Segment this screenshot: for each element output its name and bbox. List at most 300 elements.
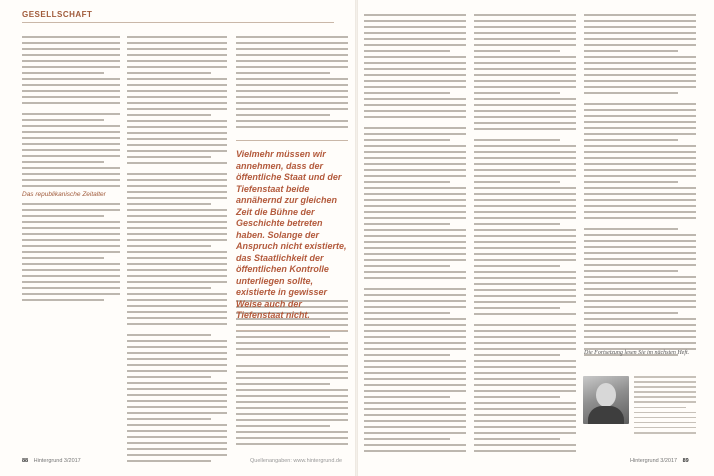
text-line [584, 14, 696, 16]
text-line [127, 257, 227, 259]
text-line [236, 36, 348, 38]
text-line [364, 50, 450, 52]
text-line [236, 126, 348, 128]
subheading: Das republikanische Zeitalter [22, 191, 106, 198]
text-line [127, 358, 227, 360]
text-line [127, 305, 227, 307]
text-line [474, 241, 576, 243]
text-line [127, 412, 227, 414]
text-line [364, 318, 466, 320]
text-line [127, 442, 227, 444]
text-line [584, 270, 678, 272]
text-line [127, 269, 227, 271]
issue-label-left: Hintergrund 3/2017 [33, 458, 81, 464]
text-column-6 [584, 14, 696, 360]
text-line [22, 215, 104, 217]
text-line [127, 430, 227, 432]
text-line [474, 283, 576, 285]
text-line [364, 312, 450, 314]
text-line [236, 102, 348, 104]
text-line [236, 60, 348, 62]
text-line [474, 259, 576, 261]
text-line [364, 139, 450, 141]
text-line [127, 388, 227, 390]
text-line [127, 340, 227, 342]
text-line [22, 179, 120, 181]
text-line [22, 155, 120, 157]
text-line [364, 217, 466, 219]
text-line [584, 312, 678, 314]
text-line [364, 288, 466, 290]
text-line [127, 311, 227, 313]
text-line [474, 163, 576, 165]
text-line [127, 144, 227, 146]
text-line [584, 80, 696, 82]
text-line [474, 26, 576, 28]
text-line [22, 233, 120, 235]
text-line [364, 378, 466, 380]
text-line [584, 145, 696, 147]
text-line [364, 372, 466, 374]
text-line [127, 454, 227, 456]
text-line [364, 247, 466, 249]
text-line [474, 223, 560, 225]
text-line [584, 252, 696, 254]
text-line [474, 32, 576, 34]
text-line [474, 145, 576, 147]
text-line [127, 162, 227, 164]
text-line [474, 56, 576, 58]
text-line [474, 390, 576, 392]
text-line [474, 354, 560, 356]
text-line [474, 175, 576, 177]
text-line [474, 360, 576, 362]
text-line [364, 20, 466, 22]
text-line [22, 143, 120, 145]
text-line [127, 233, 227, 235]
text-line [584, 38, 696, 40]
text-line [127, 287, 211, 289]
text-line [364, 127, 466, 129]
text-line [474, 205, 576, 207]
text-line [127, 203, 211, 205]
text-line [22, 245, 120, 247]
text-line [236, 371, 348, 373]
text-line [474, 372, 576, 374]
text-line [364, 235, 466, 237]
text-line [127, 60, 227, 62]
text-line [474, 128, 576, 130]
text-line [474, 229, 576, 231]
section-rule [22, 22, 334, 23]
text-line [584, 109, 696, 111]
text-line [584, 169, 696, 171]
text-line [474, 336, 576, 338]
text-line [364, 86, 466, 88]
text-line [236, 354, 348, 356]
text-line [584, 103, 696, 105]
text-line [236, 407, 348, 409]
text-line [634, 432, 696, 434]
text-line [474, 217, 576, 219]
text-line [127, 78, 227, 80]
text-line [127, 179, 227, 181]
text-line [474, 277, 576, 279]
text-line [364, 74, 466, 76]
text-line [127, 418, 211, 420]
text-line [22, 66, 120, 68]
text-line [364, 324, 466, 326]
text-line [22, 185, 120, 187]
text-line [584, 151, 696, 153]
text-line [474, 116, 576, 118]
text-line [127, 221, 227, 223]
text-line [22, 173, 120, 175]
text-line [474, 104, 576, 106]
text-line [127, 48, 227, 50]
pull-quote: Vielmehr müssen wir annehmen, dass der öffentliche Staat und der Tiefenstaat beide annähernd zur gleichen Zeit die Bühne der Geschichte betreten haben. Solange der Anspruch nicht existierte, das Staatlichkeit der öffentlichen Kontrolle unterliegen sollte, existierte in gewisser Weise auch der Tiefenstaat nicht. [236, 140, 348, 331]
text-line [236, 437, 348, 439]
text-line [127, 239, 227, 241]
text-line [474, 80, 576, 82]
text-line [584, 121, 696, 123]
text-line [474, 301, 576, 303]
text-line [127, 108, 227, 110]
text-line [236, 42, 348, 44]
text-line [364, 420, 466, 422]
text-line [584, 193, 696, 195]
text-line [127, 185, 227, 187]
text-line [474, 98, 576, 100]
text-line [236, 336, 330, 338]
text-line [364, 438, 450, 440]
text-line [127, 245, 211, 247]
text-line [584, 336, 696, 338]
text-line [22, 287, 120, 289]
text-line [236, 48, 348, 50]
text-line [584, 181, 678, 183]
text-line [127, 352, 227, 354]
text-line [474, 307, 560, 309]
text-line [634, 417, 696, 419]
text-line [584, 342, 696, 344]
text-line [127, 54, 227, 56]
footer-source-line: Quellenangaben: www.hintergrund.de [250, 458, 343, 464]
text-line [474, 378, 576, 380]
text-line [474, 92, 560, 94]
text-line [127, 436, 227, 438]
text-line [22, 257, 104, 259]
text-line [364, 80, 466, 82]
text-line [22, 84, 120, 86]
text-line [634, 381, 696, 383]
text-line [364, 294, 466, 296]
text-line [236, 72, 330, 74]
text-line [364, 360, 466, 362]
text-line [127, 42, 227, 44]
text-line [127, 364, 227, 366]
text-line [127, 275, 227, 277]
text-line [127, 299, 227, 301]
text-line [364, 342, 466, 344]
text-line [127, 126, 227, 128]
text-line [364, 169, 466, 171]
text-line [584, 300, 696, 302]
text-line [474, 247, 576, 249]
text-line [236, 342, 348, 344]
text-line [364, 253, 466, 255]
text-line [22, 293, 120, 295]
text-line [474, 313, 576, 315]
text-line [364, 92, 450, 94]
text-line [584, 44, 696, 46]
text-line [584, 294, 696, 296]
text-line [364, 300, 466, 302]
text-line [584, 139, 678, 141]
text-line [364, 26, 466, 28]
text-line [364, 32, 466, 34]
text-line [364, 330, 466, 332]
text-line [22, 203, 120, 205]
text-line [474, 235, 576, 237]
text-column-2 [127, 36, 227, 466]
text-line [127, 323, 227, 325]
text-line [127, 460, 211, 462]
text-line [584, 86, 696, 88]
text-line [474, 384, 576, 386]
text-line [22, 251, 120, 253]
text-line [236, 395, 348, 397]
text-line [364, 181, 450, 183]
text-line [22, 102, 120, 104]
text-line [364, 241, 466, 243]
text-line [127, 376, 211, 378]
text-line [474, 253, 576, 255]
text-line [127, 90, 227, 92]
text-line [584, 26, 696, 28]
text-line [584, 133, 696, 135]
text-line [236, 443, 348, 445]
text-line [127, 227, 227, 229]
text-line [22, 299, 104, 301]
text-line [584, 163, 696, 165]
text-line [584, 127, 696, 129]
text-line [22, 131, 120, 133]
page-gutter [355, 0, 358, 476]
text-line [364, 408, 466, 410]
author-portrait-photo [583, 376, 629, 424]
text-line [127, 382, 227, 384]
text-line [236, 90, 348, 92]
text-line [364, 205, 466, 207]
text-line [474, 169, 576, 171]
text-line [584, 56, 696, 58]
text-line [474, 20, 576, 22]
text-line [236, 413, 348, 415]
text-line [584, 175, 696, 177]
portrait-head [596, 383, 616, 407]
text-line [474, 342, 576, 344]
text-line [364, 390, 466, 392]
text-line [474, 139, 560, 141]
text-line [127, 215, 227, 217]
text-line [364, 38, 466, 40]
text-line [474, 211, 576, 213]
text-line [364, 62, 466, 64]
text-line [236, 84, 348, 86]
text-line [474, 348, 576, 350]
text-line [474, 157, 576, 159]
text-line [364, 450, 466, 452]
text-line [584, 115, 696, 117]
text-line [127, 102, 227, 104]
text-line [474, 62, 576, 64]
text-line [236, 431, 348, 433]
text-line [584, 32, 696, 34]
text-line [127, 96, 227, 98]
text-line [364, 306, 466, 308]
text-line [127, 197, 227, 199]
text-line [474, 324, 576, 326]
text-line [22, 227, 120, 229]
text-line [584, 217, 696, 219]
text-line [474, 151, 576, 153]
text-line [364, 116, 466, 118]
text-line [127, 448, 227, 450]
text-line [634, 407, 686, 409]
text-column-3 [236, 36, 348, 136]
text-line [364, 44, 466, 46]
text-line [364, 396, 450, 398]
author-bio [634, 376, 696, 437]
text-line [584, 234, 696, 236]
text-line [22, 60, 120, 62]
text-line [127, 72, 211, 74]
text-line [364, 211, 466, 213]
text-line [22, 42, 120, 44]
text-line [364, 259, 466, 261]
text-line [22, 54, 120, 56]
text-line [127, 263, 227, 265]
text-line [127, 120, 227, 122]
text-line [364, 193, 466, 195]
text-line [22, 239, 120, 241]
text-line [364, 151, 466, 153]
text-line [236, 120, 348, 122]
text-line [584, 92, 678, 94]
text-line [236, 96, 348, 98]
text-column-5 [474, 14, 576, 456]
text-line [634, 376, 696, 378]
text-line [474, 271, 576, 273]
text-line [236, 377, 348, 379]
text-line [127, 394, 227, 396]
text-line [236, 383, 330, 385]
text-line [22, 167, 120, 169]
text-line [127, 251, 227, 253]
text-line [236, 389, 348, 391]
text-line [584, 187, 696, 189]
text-line [584, 276, 696, 278]
text-line [127, 132, 227, 134]
text-line [474, 86, 576, 88]
text-line [127, 346, 227, 348]
text-line [634, 386, 696, 388]
text-line [127, 317, 227, 319]
text-line [364, 384, 466, 386]
text-line [127, 84, 227, 86]
text-line [236, 365, 348, 367]
text-line [22, 90, 120, 92]
text-line [584, 330, 696, 332]
text-line [474, 289, 576, 291]
text-line [474, 396, 560, 398]
text-line [22, 209, 120, 211]
text-line [474, 122, 576, 124]
text-line [634, 391, 696, 393]
text-line [474, 450, 576, 452]
text-line [364, 187, 466, 189]
text-line [474, 74, 576, 76]
text-line [584, 246, 696, 248]
text-line [364, 414, 466, 416]
text-line [364, 229, 466, 231]
text-line [584, 288, 696, 290]
text-line [127, 156, 211, 158]
text-line [127, 191, 227, 193]
text-line [236, 348, 348, 350]
text-line [127, 293, 227, 295]
text-column-1 [22, 36, 120, 305]
text-line [127, 150, 227, 152]
text-line [364, 444, 466, 446]
text-line [474, 438, 560, 440]
text-line [474, 199, 576, 201]
text-line [364, 14, 466, 16]
section-label: GESELLSCHAFT [22, 10, 93, 19]
text-line [474, 402, 576, 404]
text-line [584, 74, 696, 76]
text-line [22, 263, 120, 265]
text-line [584, 62, 696, 64]
text-line [236, 419, 348, 421]
text-line [22, 275, 120, 277]
text-line [364, 354, 450, 356]
text-line [474, 420, 576, 422]
text-line [634, 412, 696, 414]
text-line [584, 228, 678, 230]
text-line [364, 366, 466, 368]
text-line [474, 330, 576, 332]
text-line [22, 36, 120, 38]
text-line [127, 400, 227, 402]
text-line [236, 78, 348, 80]
page-number-left: 88 [22, 458, 29, 464]
text-line [474, 38, 576, 40]
text-line [474, 187, 576, 189]
text-line [474, 14, 576, 16]
text-line [364, 68, 466, 70]
text-line [474, 68, 576, 70]
text-line [474, 193, 576, 195]
issue-label-right: Hintergrund 3/2017 [630, 458, 678, 464]
text-line [584, 68, 696, 70]
text-column-4 [364, 14, 466, 456]
text-line [236, 401, 348, 403]
text-line [584, 211, 696, 213]
text-line [22, 119, 104, 121]
text-line [364, 348, 466, 350]
